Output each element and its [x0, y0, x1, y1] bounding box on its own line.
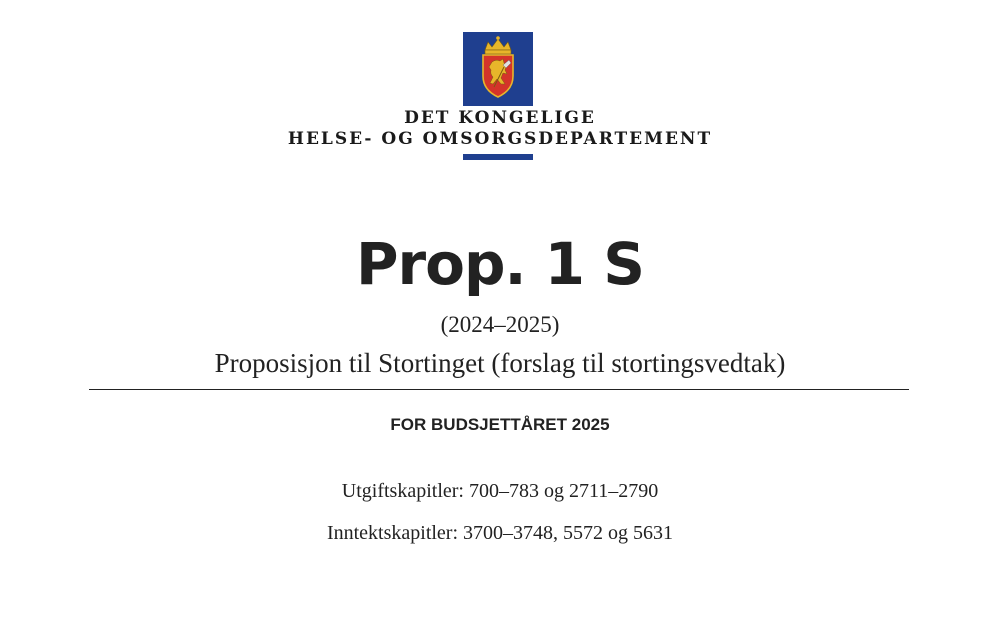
department-name-line1: DET KONGELIGE [404, 108, 596, 128]
norwegian-royal-coat-of-arms-icon [463, 32, 533, 102]
revenue-chapters: Inntektskapitler: 3700–3748, 5572 og 5631 [326, 522, 674, 544]
department-name-line2: HELSE- OG OMSORGSDEPARTEMENT [287, 129, 713, 149]
budget-year-heading: FOR BUDSJETTÅRET 2025 [390, 415, 610, 434]
proposition-title: Prop. 1 S [355, 230, 645, 298]
crest-block [463, 32, 533, 102]
parliamentary-session: (2024–2025) [440, 312, 560, 337]
expenditure-chapters: Utgiftskapitler: 700–783 og 2711–2790 [341, 480, 659, 502]
proposition-subtitle: Proposisjon til Stortinget (forslag til stortingsvedtak) [214, 348, 786, 378]
divider-rule [89, 389, 909, 390]
